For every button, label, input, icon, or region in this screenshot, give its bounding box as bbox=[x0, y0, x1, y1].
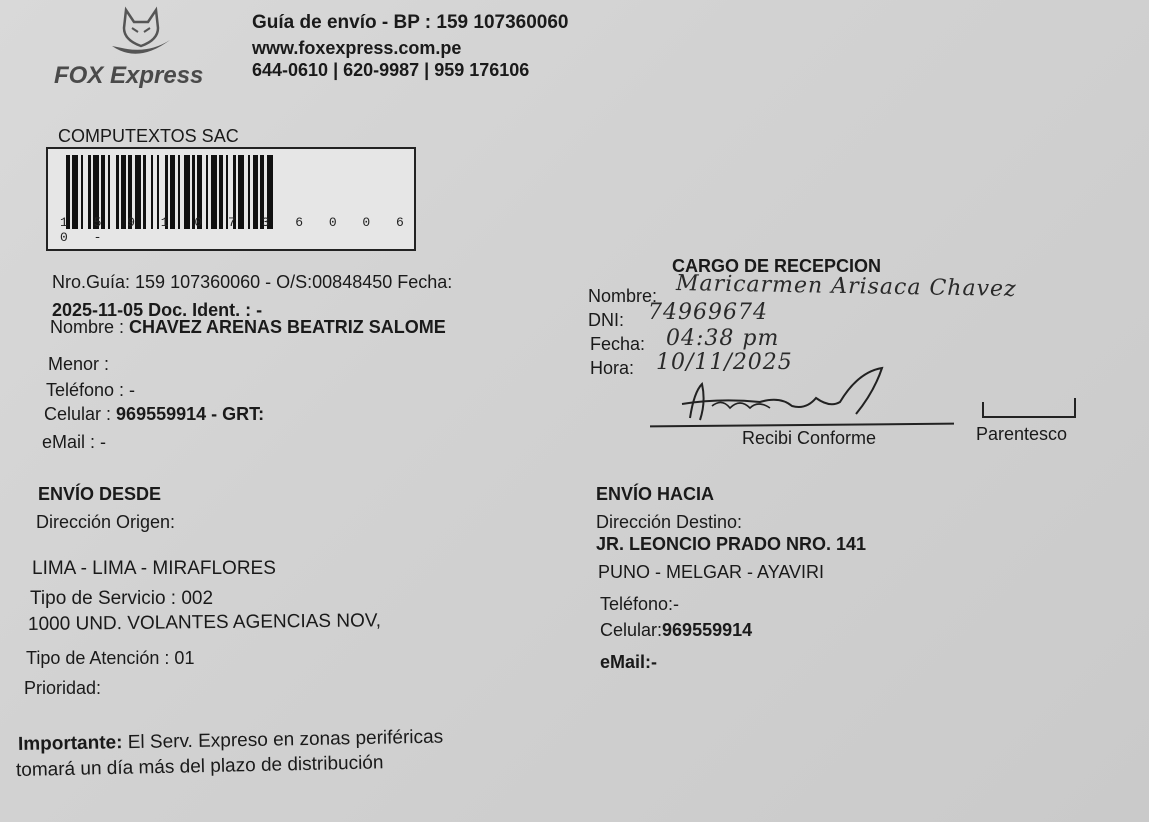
telefono-field: Teléfono : - bbox=[46, 380, 136, 400]
parentesco-box-bottom bbox=[982, 416, 1076, 418]
parentesco-box-right bbox=[1074, 398, 1076, 418]
recibi-conforme-label: Recibi Conforme bbox=[742, 428, 877, 448]
nota-label: Importante: bbox=[17, 732, 123, 755]
destino-direccion: JR. LEONCIO PRADO NRO. 141 bbox=[596, 534, 867, 554]
recipient-name-line bbox=[50, 317, 446, 338]
celular-label: Celular : bbox=[44, 404, 112, 424]
guide-number-line: Nro.Guía: 159 107360060 - O/S:00848450 Fecha: bbox=[52, 272, 453, 292]
cargo-fecha-handwritten: 04:38 pm bbox=[666, 326, 780, 351]
envio-desde-title: ENVÍO DESDE bbox=[38, 484, 162, 504]
tipo-atencion: Tipo de Atención : 01 bbox=[26, 648, 195, 668]
direccion-origen-label: Dirección Origen: bbox=[36, 512, 176, 532]
cargo-hora-label: Hora: bbox=[590, 358, 635, 378]
celular-value: 969559914 - GRT: bbox=[116, 404, 265, 424]
logo-wordmark: FOX Express bbox=[54, 62, 204, 89]
destino-celular-value: 969559914 bbox=[662, 620, 753, 640]
fox-logo bbox=[108, 6, 174, 62]
celular-field bbox=[44, 404, 264, 425]
barcode bbox=[46, 147, 416, 251]
cargo-hora-handwritten: 10/11/2025 bbox=[656, 350, 793, 375]
destino-location: PUNO - MELGAR - AYAVIRI bbox=[598, 562, 825, 582]
cargo-dni-label: DNI: bbox=[588, 310, 624, 330]
destino-email: eMail:- bbox=[600, 652, 658, 672]
contenido-envio: 1000 UND. VOLANTES AGENCIAS NOV, bbox=[27, 610, 382, 635]
tipo-servicio: Tipo de Servicio : 002 bbox=[30, 588, 214, 609]
signature bbox=[660, 362, 890, 426]
menor-field: Menor : bbox=[48, 354, 110, 374]
destino-celular bbox=[600, 620, 752, 641]
recipient-name-label: Nombre : bbox=[50, 317, 125, 337]
email-field: eMail : - bbox=[42, 432, 107, 452]
recipient-name-value: CHAVEZ ARENAS BEATRIZ SALOME bbox=[129, 317, 446, 337]
website-link: www.foxexpress.com.pe bbox=[252, 38, 462, 58]
phone-numbers: 644-0610 | 620-9987 | 959 176106 bbox=[252, 60, 530, 80]
destino-telefono: Teléfono:- bbox=[600, 594, 680, 614]
direccion-destino-label: Dirección Destino: bbox=[596, 512, 743, 532]
envio-hacia-title: ENVÍO HACIA bbox=[596, 484, 715, 504]
nota-text-2: tomará un día más del plazo de distribución bbox=[15, 752, 384, 781]
cargo-nombre-handwritten: Maricarmen Arisaca Chavez bbox=[675, 271, 1017, 302]
nota-text-1: El Serv. Expreso en zonas periféricas bbox=[122, 726, 444, 754]
date-doc-line: 2025-11-05 Doc. Ident. : - bbox=[52, 300, 263, 320]
fox-head-icon bbox=[108, 6, 174, 62]
cargo-dni-handwritten: 74969674 bbox=[648, 300, 768, 325]
cargo-nombre-label: Nombre: bbox=[588, 286, 658, 306]
origen-location: LIMA - LIMA - MIRAFLORES bbox=[32, 558, 276, 579]
parentesco-label: Parentesco bbox=[976, 424, 1068, 444]
cargo-title: CARGO DE RECEPCION bbox=[672, 256, 882, 276]
guide-title: Guía de envío - BP : 159 107360060 bbox=[252, 12, 569, 33]
sender-company: COMPUTEXTOS SAC bbox=[58, 126, 239, 146]
destino-celular-label: Celular: bbox=[600, 620, 663, 640]
prioridad-field: Prioridad: bbox=[24, 678, 102, 698]
barcode-digits: 1 5 9 1 0 7 3 6 0 0 6 0 - bbox=[60, 215, 413, 245]
cargo-fecha-label: Fecha: bbox=[590, 334, 646, 354]
